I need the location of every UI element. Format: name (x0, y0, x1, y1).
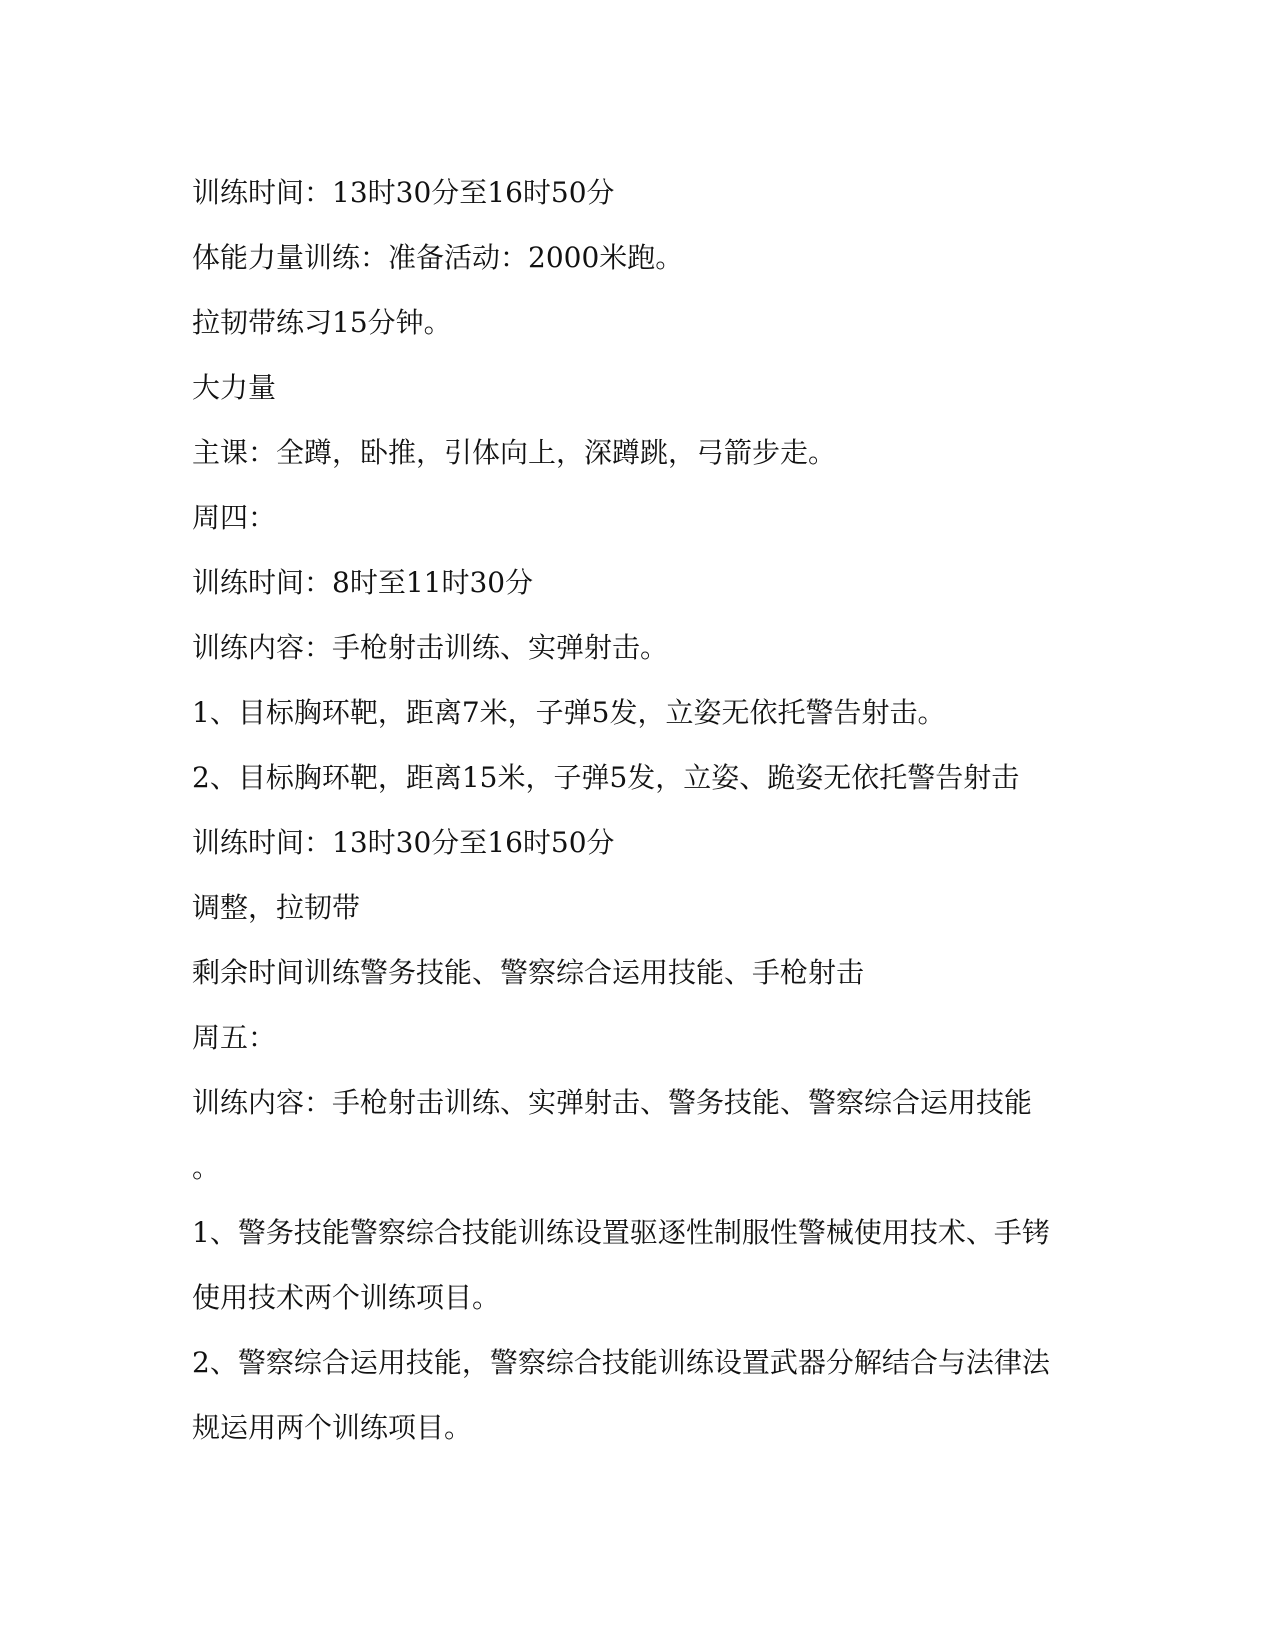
text-line: 主课：全蹲，卧推，引体向上，深蹲跳，弓箭步走。 (192, 436, 837, 469)
text-line: 。 (192, 1151, 221, 1184)
text-line: 使用技术两个训练项目。 (192, 1281, 501, 1314)
text-line: 周五： (192, 1021, 277, 1054)
text-line: 训练时间：13时30分至16时50分 (192, 826, 615, 859)
text-line: 1、警务技能警察综合技能训练设置驱逐性制服性警械使用技术、手铐 (192, 1216, 1050, 1249)
text-line: 调整，拉韧带 (192, 891, 361, 924)
text-line: 1、目标胸环靶，距离7米，子弹5发，立姿无依托警告射击。 (192, 696, 946, 729)
text-line: 训练内容：手枪射击训练、实弹射击、警务技能、警察综合运用技能 (192, 1086, 1033, 1119)
text-line: 2、目标胸环靶，距离15米，子弹5发，立姿、跪姿无依托警告射击 (192, 761, 1020, 794)
text-line: 大力量 (192, 371, 277, 404)
text-line: 拉韧带练习15分钟。 (192, 306, 452, 339)
text-line: 体能力量训练：准备活动：2000米跑。 (192, 241, 684, 274)
text-line: 规运用两个训练项目。 (192, 1411, 473, 1444)
text-line: 训练时间：8时至11时30分 (192, 566, 534, 599)
text-line: 训练时间：13时30分至16时50分 (192, 176, 615, 209)
text-line: 训练内容：手枪射击训练、实弹射击。 (192, 631, 669, 664)
text-line: 周四： (192, 501, 277, 534)
text-line: 剩余时间训练警务技能、警察综合运用技能、手枪射击 (192, 956, 865, 989)
text-line: 2、警察综合运用技能，警察综合技能训练设置武器分解结合与法律法 (192, 1346, 1050, 1379)
document-body (192, 160, 1092, 1460)
